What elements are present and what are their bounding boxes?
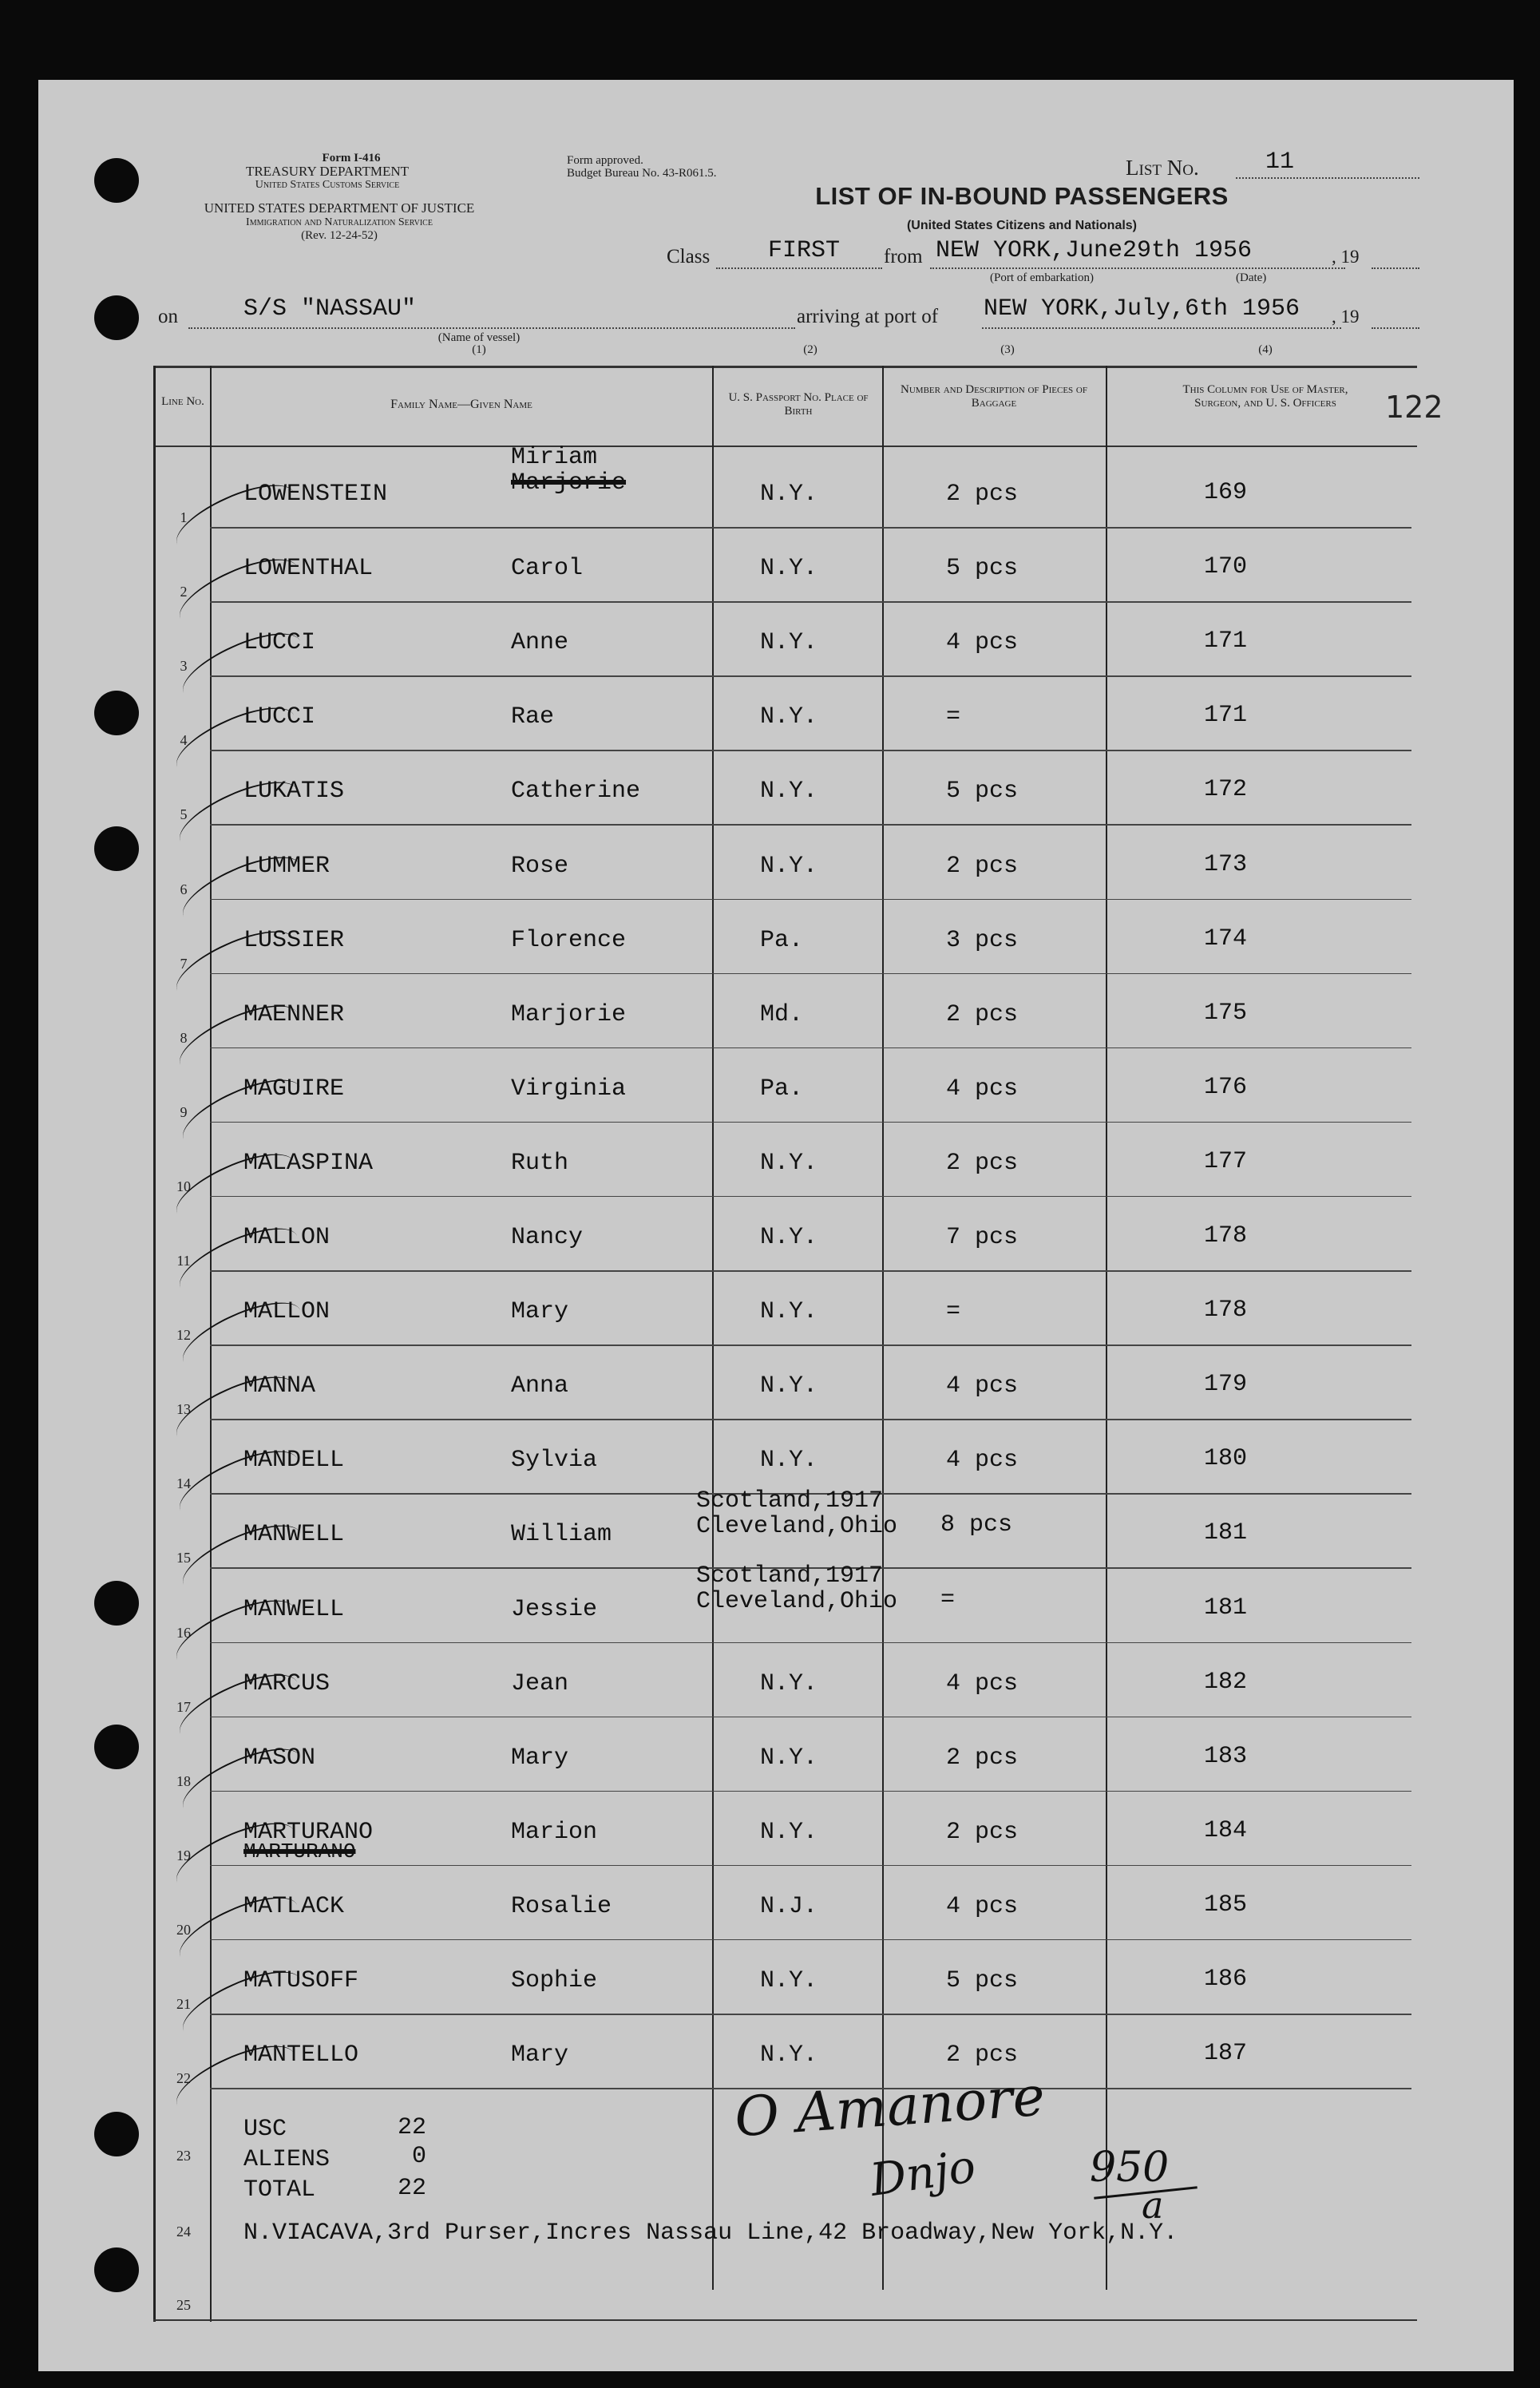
baggage: 2 pcs <box>946 1744 1019 1772</box>
from-value: NEW YORK,June29th 1956 <box>936 237 1253 264</box>
birth-place: N.Y. <box>760 1669 818 1697</box>
arriving-line <box>982 327 1341 329</box>
punch-hole <box>94 2247 139 2292</box>
line-number: 8 <box>180 1029 188 1046</box>
given-name-struck: Marjorie <box>511 469 627 497</box>
officer-signature: O Amanore <box>732 2065 1047 2150</box>
baggage: 8 pcs <box>940 1511 1013 1539</box>
birth-place: N.J. <box>760 1892 818 1920</box>
officer-number: 185 <box>1204 1891 1248 1919</box>
class-line <box>716 267 882 269</box>
given-name: Marjorie <box>511 1000 627 1028</box>
row-divider <box>210 1717 1411 1718</box>
officer-number: 181 <box>1204 1594 1248 1622</box>
family-name: MATLACK <box>243 1892 345 1920</box>
baggage: 4 pcs <box>946 1075 1019 1103</box>
officer-number: 169 <box>1204 479 1248 506</box>
given-name: Jessie <box>511 1595 598 1623</box>
row-divider <box>210 527 1411 529</box>
ins-service: Immigration and Naturalization Service <box>246 216 433 228</box>
vessel-line <box>188 327 795 329</box>
row-divider <box>210 1122 1411 1123</box>
purser-line: N.VIACAVA,3rd Purser,Incres Nassau Line,42 Broadway,New York,N.Y. <box>243 2220 1178 2247</box>
line-number: 22 <box>176 2070 191 2087</box>
line-number: 17 <box>176 1698 191 1715</box>
officer-number: 178 <box>1204 1222 1248 1249</box>
form-number: Form I-416 <box>322 152 381 164</box>
given-name: Sylvia <box>511 1447 598 1475</box>
family-name: LOWENSTEIN <box>243 481 388 508</box>
birth-col-divider <box>882 366 884 2290</box>
family-name: LUKATIS <box>243 778 345 806</box>
row-divider <box>210 1196 1411 1198</box>
row-divider <box>210 973 1411 975</box>
list-title: LIST OF IN-BOUND PASSENGERS <box>815 182 1229 210</box>
page-reference: 122 <box>1385 390 1443 425</box>
header-bottom-border <box>153 446 1417 447</box>
fraction-bottom: a <box>1142 2184 1164 2227</box>
given-name: Carol <box>511 555 584 583</box>
from-label: from <box>884 246 923 267</box>
family-name: MALASPINA <box>243 1149 374 1177</box>
family-name: LOWENTHAL <box>243 555 374 583</box>
list-no-label: List No. <box>1126 156 1199 180</box>
family-name: MASON <box>243 1744 316 1772</box>
line-number: 13 <box>176 1401 191 1418</box>
given-name: Marion <box>511 1818 598 1846</box>
given-name: Rose <box>511 852 569 880</box>
revision: (Rev. 12-24-52) <box>301 229 378 242</box>
baggage: = <box>946 703 961 731</box>
officer-number: 181 <box>1204 1519 1248 1547</box>
baggage: 2 pcs <box>946 1000 1019 1028</box>
aliens-value: 0 <box>412 2143 427 2170</box>
birth-place: N.Y. <box>760 1818 818 1846</box>
line-number: 18 <box>176 1772 191 1789</box>
line-number: 14 <box>176 1475 191 1492</box>
given-name: Florence <box>511 926 627 954</box>
birth-place: N.Y. <box>760 481 818 508</box>
total-value: 22 <box>398 2175 427 2202</box>
row-divider <box>210 675 1411 677</box>
birth-place: N.Y. <box>760 555 818 583</box>
class-value: FIRST <box>768 237 841 264</box>
given-name: Rosalie <box>511 1892 612 1920</box>
line-number: 3 <box>180 658 188 675</box>
baggage: 4 pcs <box>946 629 1019 657</box>
table-top-border <box>153 366 1417 368</box>
family-name: MARCUS <box>243 1669 331 1697</box>
family-name-header: Family Name—Given Name <box>390 398 532 411</box>
baggage: 2 pcs <box>946 2041 1019 2069</box>
from-line <box>930 267 1345 269</box>
on-label: on <box>158 306 178 327</box>
officer-number: 175 <box>1204 999 1248 1027</box>
class-label: Class <box>667 246 711 267</box>
row-divider <box>210 1419 1411 1420</box>
from-year-line <box>1372 267 1419 269</box>
family-name: MALLON <box>243 1224 331 1251</box>
line-number: 20 <box>176 1921 191 1938</box>
row-divider <box>210 2014 1411 2015</box>
baggage: 5 pcs <box>946 778 1019 806</box>
line-number: 10 <box>176 1178 191 1194</box>
punch-hole <box>94 2112 139 2156</box>
name-col-divider <box>712 366 714 2290</box>
baggage: = <box>946 1298 961 1326</box>
col3-number: (3) <box>1000 343 1015 356</box>
officer-number: 172 <box>1204 776 1248 804</box>
birth-place: Md. <box>760 1000 804 1028</box>
family-name: LUCCI <box>243 703 316 731</box>
given-name: Virginia <box>511 1075 627 1103</box>
line-number: 16 <box>176 1624 191 1641</box>
form-approved: Form approved. <box>567 154 643 167</box>
aliens-label: ALIENS <box>243 2146 331 2173</box>
family-name: MAENNER <box>243 1000 345 1028</box>
line-number: 12 <box>176 1327 191 1344</box>
row-divider <box>210 824 1411 826</box>
family-name: MAGUIRE <box>243 1075 345 1103</box>
line-number: 21 <box>176 1996 191 2012</box>
row-divider <box>210 899 1411 901</box>
baggage: 3 pcs <box>946 926 1019 954</box>
list-subtitle: (United States Citizens and Nationals) <box>906 219 1138 232</box>
given-name: Rae <box>511 703 555 731</box>
birth-place: Scotland,1917 <box>696 1562 884 1590</box>
family-name: LUMMER <box>243 852 331 880</box>
birth-place: N.Y. <box>760 1447 818 1475</box>
family-name: MANNA <box>243 1372 316 1400</box>
officer-number: 183 <box>1204 1742 1248 1770</box>
birth-place: N.Y. <box>760 778 818 806</box>
baggage: 4 pcs <box>946 1447 1019 1475</box>
birth-place: N.Y. <box>760 1967 818 1994</box>
given-name: Sophie <box>511 1967 598 1994</box>
line-number-25: 25 <box>176 2297 191 2313</box>
punch-hole <box>94 691 139 735</box>
baggage: 4 pcs <box>946 1372 1019 1400</box>
fraction-top: 950 <box>1090 2144 1170 2192</box>
officer-number: 184 <box>1204 1816 1248 1844</box>
birth-place: N.Y. <box>760 1372 818 1400</box>
baggage: 2 pcs <box>946 852 1019 880</box>
row-divider <box>210 1270 1411 1272</box>
officer-number: 173 <box>1204 850 1248 878</box>
baggage: = <box>940 1586 956 1614</box>
punch-hole <box>94 295 139 340</box>
arriving-year-line <box>1372 327 1419 329</box>
vessel-col-num: (1) <box>472 343 486 356</box>
arriving-value: NEW YORK,July,6th 1956 <box>984 295 1300 323</box>
birth-place: N.Y. <box>760 1298 818 1326</box>
arriving-label: arriving at port of <box>797 306 939 327</box>
given-name: Mary <box>511 2041 569 2069</box>
family-name: MANDELL <box>243 1447 345 1475</box>
justice-dept: UNITED STATES DEPARTMENT OF JUSTICE <box>204 200 475 216</box>
birth-place: N.Y. <box>760 1149 818 1177</box>
line-number: 6 <box>180 881 188 897</box>
given-name: William <box>511 1521 612 1549</box>
line-number: 11 <box>176 1253 191 1269</box>
col2-number: (2) <box>803 343 818 356</box>
line-number: 9 <box>180 1103 188 1120</box>
given-name: Anne <box>511 629 569 657</box>
family-name: MANWELL <box>243 1521 345 1549</box>
officer-number: 182 <box>1204 1668 1248 1696</box>
row-divider <box>210 1642 1411 1644</box>
arriving-year-suffix: , 19 <box>1332 307 1360 327</box>
vessel-value: S/S "NASSAU" <box>243 295 417 323</box>
row-divider <box>210 1047 1411 1049</box>
birth-place: N.Y. <box>760 1224 818 1251</box>
baggage-header: Number and Description of Pieces of Baggage <box>901 383 1087 410</box>
row-divider <box>210 1344 1411 1346</box>
given-name: Anna <box>511 1372 569 1400</box>
birth-header: U. S. Passport No. Place of Birth <box>728 391 869 418</box>
row-divider <box>210 601 1411 603</box>
line-number: 7 <box>180 955 188 972</box>
family-name: MARTURANO <box>243 1818 374 1846</box>
birth-place-detail: Cleveland,Ohio <box>696 1513 898 1541</box>
from-year-suffix: , 19 <box>1332 247 1360 267</box>
baggage: 2 pcs <box>946 1818 1019 1846</box>
punch-hole <box>94 1725 139 1769</box>
officer-number: 177 <box>1204 1147 1248 1175</box>
birth-place: N.Y. <box>760 1744 818 1772</box>
given-name: Nancy <box>511 1224 584 1251</box>
date-caption: (Date) <box>1236 271 1267 284</box>
birth-place: N.Y. <box>760 703 818 731</box>
officer-number: 180 <box>1204 1445 1248 1473</box>
family-name: MANWELL <box>243 1595 345 1623</box>
line-number: 15 <box>176 1550 191 1566</box>
line-number: 19 <box>176 1847 191 1863</box>
list-number: 11 <box>1265 149 1295 176</box>
usc-value: 22 <box>398 2114 427 2141</box>
given-name: Mary <box>511 1298 569 1326</box>
treasury-dept: TREASURY DEPARTMENT <box>245 164 410 179</box>
line-number: 5 <box>180 806 188 823</box>
punch-hole <box>94 158 139 203</box>
line-number: 2 <box>180 584 188 600</box>
family-name: MANTELLO <box>243 2041 359 2069</box>
list-no-line <box>1236 177 1419 179</box>
row-divider <box>210 750 1411 751</box>
baggage-col-divider <box>1106 366 1107 2290</box>
given-name: Catherine <box>511 778 641 806</box>
birth-place: Pa. <box>760 926 804 954</box>
usc-label: USC <box>243 2116 287 2143</box>
birth-place: N.Y. <box>760 629 818 657</box>
punch-hole <box>94 826 139 871</box>
baggage: 4 pcs <box>946 1669 1019 1697</box>
punch-hole <box>94 1581 139 1626</box>
given-name-corrected: Miriam <box>511 444 598 471</box>
baggage: 7 pcs <box>946 1224 1019 1251</box>
baggage: 5 pcs <box>946 1967 1019 1994</box>
family-name: MALLON <box>243 1298 331 1326</box>
officer-number: 178 <box>1204 1297 1248 1325</box>
col4-number: (4) <box>1258 343 1273 356</box>
row-divider <box>210 1865 1411 1867</box>
line-number-23: 23 <box>176 2148 191 2164</box>
table-left-border <box>153 366 156 2322</box>
baggage: 5 pcs <box>946 555 1019 583</box>
family-name: LUCCI <box>243 629 316 657</box>
budget-bureau: Budget Bureau No. 43-R061.5. <box>567 167 717 180</box>
officer-number: 171 <box>1204 628 1248 655</box>
officer-number: 174 <box>1204 925 1248 952</box>
family-name: LUSSIER <box>243 926 345 954</box>
port-caption: (Port of embarkation) <box>990 271 1094 284</box>
officer-number: 170 <box>1204 553 1248 581</box>
baggage: 4 pcs <box>946 1892 1019 1920</box>
line-no-header: Line No. <box>161 395 204 408</box>
line-number: 1 <box>180 509 188 525</box>
given-name: Jean <box>511 1669 569 1697</box>
row-divider <box>210 1791 1411 1792</box>
birth-place: Scotland,1917 <box>696 1487 884 1515</box>
officer-number: 176 <box>1204 1073 1248 1101</box>
vessel-caption: (Name of vessel) <box>437 331 521 344</box>
officer-number: 171 <box>1204 702 1248 730</box>
line-number: 4 <box>180 732 188 749</box>
officer-initials: Dnjo <box>867 2140 979 2207</box>
family-name-struck: MARTURANO <box>243 1839 356 1863</box>
birth-place: Pa. <box>760 1075 804 1103</box>
total-label: TOTAL <box>243 2176 316 2204</box>
baggage: 2 pcs <box>946 481 1019 508</box>
birth-place: N.Y. <box>760 852 818 880</box>
officer-number: 187 <box>1204 2040 1248 2068</box>
table-bottom-border <box>153 2319 1417 2321</box>
officer-number: 186 <box>1204 1966 1248 1993</box>
family-name: MATUSOFF <box>243 1967 359 1994</box>
row-divider <box>210 1939 1411 1941</box>
given-name: Ruth <box>511 1149 569 1177</box>
line-number-24: 24 <box>176 2224 191 2239</box>
given-name: Mary <box>511 1744 569 1772</box>
baggage: 2 pcs <box>946 1149 1019 1177</box>
officer-number: 179 <box>1204 1371 1248 1399</box>
birth-place-detail: Cleveland,Ohio <box>696 1587 898 1615</box>
birth-place: N.Y. <box>760 2041 818 2069</box>
customs-service: United States Customs Service <box>255 179 400 191</box>
officers-header: This Column for Use of Master, Surgeon, and U. S. Officers <box>1182 383 1348 410</box>
